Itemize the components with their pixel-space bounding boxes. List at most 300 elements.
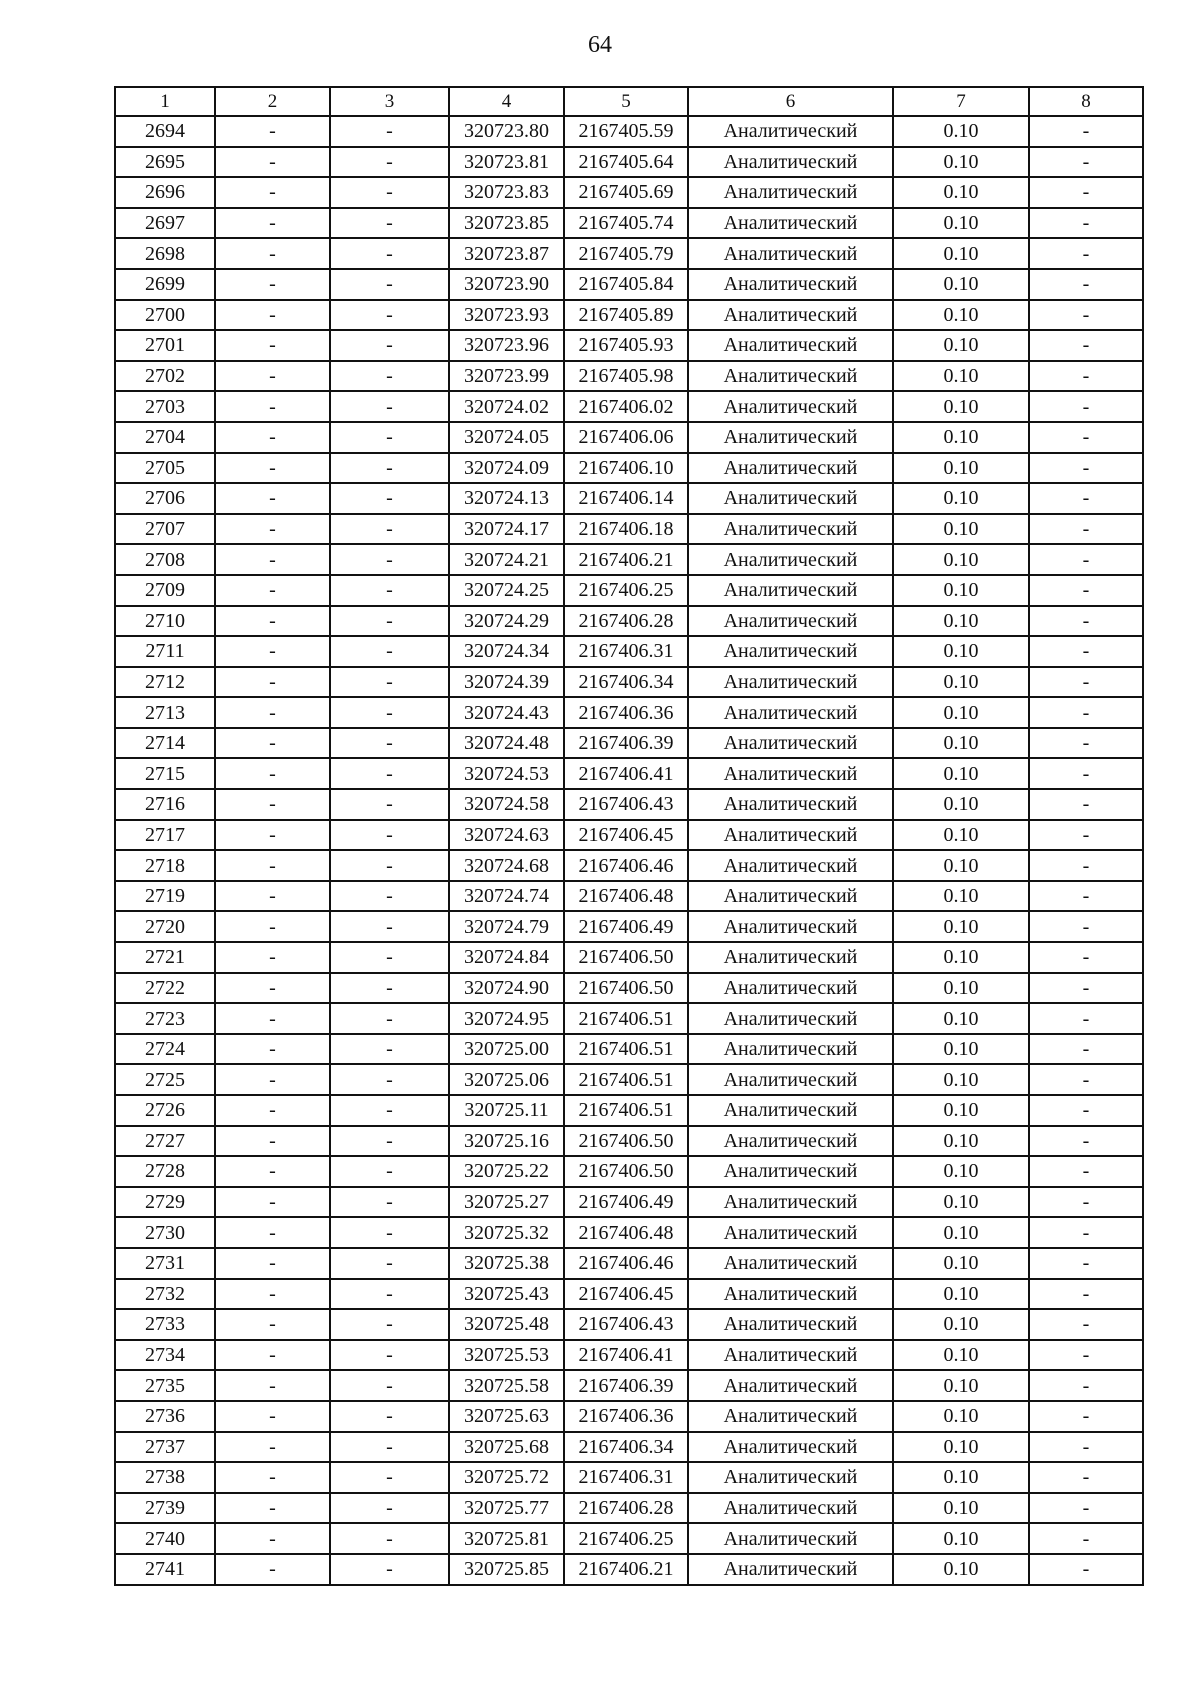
- table-cell-col-8: -: [1029, 636, 1143, 667]
- table-cell-col-1: 2707: [115, 514, 215, 545]
- table-row: [115, 300, 1143, 331]
- header-row: [115, 87, 1143, 116]
- table-cell-col-2: -: [215, 330, 330, 361]
- table-cell-col-5: 2167406.28: [564, 1493, 688, 1524]
- table-cell-col-4: 320725.72: [449, 1462, 564, 1493]
- table-cell-col-7: 0.10: [893, 483, 1029, 514]
- table-cell-col-1: 2732: [115, 1279, 215, 1310]
- table-cell-col-5: 2167406.49: [564, 911, 688, 942]
- table-cell-col-2: -: [215, 238, 330, 269]
- table-row: [115, 697, 1143, 728]
- table-row: [115, 1187, 1143, 1218]
- table-row: [115, 483, 1143, 514]
- table-row: [115, 881, 1143, 912]
- table-cell-col-6: Аналитический: [688, 1523, 893, 1554]
- table-cell-col-7: 0.10: [893, 942, 1029, 973]
- table-cell-col-1: 2705: [115, 453, 215, 484]
- table-cell-col-7: 0.10: [893, 1034, 1029, 1065]
- table-cell-col-7: 0.10: [893, 1217, 1029, 1248]
- table-cell-col-6: Аналитический: [688, 1462, 893, 1493]
- table-cell-col-1: 2706: [115, 483, 215, 514]
- table-cell-col-8: -: [1029, 697, 1143, 728]
- table-cell-col-8: -: [1029, 1126, 1143, 1157]
- table-cell-col-6: Аналитический: [688, 1187, 893, 1218]
- table-cell-col-8: -: [1029, 575, 1143, 606]
- table-cell-col-6: Аналитический: [688, 1126, 893, 1157]
- table-cell-col-6: Аналитический: [688, 1340, 893, 1371]
- column-header-6: 6: [688, 87, 893, 116]
- table-cell-col-2: -: [215, 1340, 330, 1371]
- table-cell-col-8: -: [1029, 453, 1143, 484]
- table-cell-col-4: 320723.90: [449, 269, 564, 300]
- table-cell-col-1: 2715: [115, 758, 215, 789]
- table-cell-col-4: 320724.58: [449, 789, 564, 820]
- table-cell-col-6: Аналитический: [688, 544, 893, 575]
- table-cell-col-8: -: [1029, 789, 1143, 820]
- table-row: [115, 820, 1143, 851]
- table-cell-col-6: Аналитический: [688, 850, 893, 881]
- table-cell-col-5: 2167405.93: [564, 330, 688, 361]
- table-cell-col-4: 320725.77: [449, 1493, 564, 1524]
- table-cell-col-8: -: [1029, 1187, 1143, 1218]
- table-cell-col-4: 320725.63: [449, 1401, 564, 1432]
- table-cell-col-1: 2738: [115, 1462, 215, 1493]
- table-cell-col-3: -: [330, 1340, 449, 1371]
- table-cell-col-6: Аналитический: [688, 1156, 893, 1187]
- table-cell-col-8: -: [1029, 758, 1143, 789]
- table-cell-col-1: 2733: [115, 1309, 215, 1340]
- table-cell-col-2: -: [215, 973, 330, 1004]
- table-cell-col-1: 2719: [115, 881, 215, 912]
- table-cell-col-8: -: [1029, 1370, 1143, 1401]
- table-cell-col-8: -: [1029, 667, 1143, 698]
- table-cell-col-2: -: [215, 1034, 330, 1065]
- table-cell-col-4: 320724.17: [449, 514, 564, 545]
- table-cell-col-3: -: [330, 1003, 449, 1034]
- table-cell-col-4: 320725.43: [449, 1279, 564, 1310]
- table-cell-col-3: -: [330, 300, 449, 331]
- table-row: [115, 1370, 1143, 1401]
- table-row: [115, 1462, 1143, 1493]
- table-row: [115, 1493, 1143, 1524]
- table-cell-col-7: 0.10: [893, 514, 1029, 545]
- table-cell-col-8: -: [1029, 1064, 1143, 1095]
- table-cell-col-5: 2167406.21: [564, 1554, 688, 1585]
- table-cell-col-4: 320725.27: [449, 1187, 564, 1218]
- table-row: [115, 361, 1143, 392]
- table-cell-col-8: -: [1029, 147, 1143, 178]
- table-cell-col-6: Аналитический: [688, 820, 893, 851]
- table-cell-col-1: 2727: [115, 1126, 215, 1157]
- table-row: [115, 728, 1143, 759]
- table-cell-col-7: 0.10: [893, 1248, 1029, 1279]
- table-cell-col-5: 2167406.02: [564, 391, 688, 422]
- table-cell-col-3: -: [330, 575, 449, 606]
- table-cell-col-8: -: [1029, 1034, 1143, 1065]
- table-row: [115, 1401, 1143, 1432]
- table-cell-col-5: 2167405.69: [564, 177, 688, 208]
- table-cell-col-6: Аналитический: [688, 147, 893, 178]
- table-cell-col-3: -: [330, 361, 449, 392]
- table-cell-col-2: -: [215, 544, 330, 575]
- table-cell-col-2: -: [215, 1156, 330, 1187]
- table-cell-col-5: 2167406.51: [564, 1034, 688, 1065]
- table-cell-col-7: 0.10: [893, 728, 1029, 759]
- table-cell-col-4: 320723.85: [449, 208, 564, 239]
- table-cell-col-4: 320724.21: [449, 544, 564, 575]
- table-cell-col-5: 2167406.46: [564, 850, 688, 881]
- table-cell-col-5: 2167406.36: [564, 697, 688, 728]
- table-cell-col-8: -: [1029, 1340, 1143, 1371]
- table-cell-col-1: 2712: [115, 667, 215, 698]
- table-cell-col-5: 2167405.74: [564, 208, 688, 239]
- table-cell-col-8: -: [1029, 483, 1143, 514]
- table-row: [115, 330, 1143, 361]
- table-cell-col-3: -: [330, 483, 449, 514]
- table-cell-col-8: -: [1029, 1432, 1143, 1463]
- table-cell-col-7: 0.10: [893, 1462, 1029, 1493]
- table-cell-col-5: 2167405.79: [564, 238, 688, 269]
- table-row: [115, 147, 1143, 178]
- table-row: [115, 544, 1143, 575]
- table-cell-col-5: 2167406.51: [564, 1095, 688, 1126]
- table-cell-col-7: 0.10: [893, 300, 1029, 331]
- table-row: [115, 1523, 1143, 1554]
- table-cell-col-3: -: [330, 789, 449, 820]
- table-cell-col-3: -: [330, 1187, 449, 1218]
- column-header-8: 8: [1029, 87, 1143, 116]
- table-cell-col-6: Аналитический: [688, 238, 893, 269]
- table-cell-col-8: -: [1029, 1095, 1143, 1126]
- column-header-1: 1: [115, 87, 215, 116]
- table-cell-col-3: -: [330, 850, 449, 881]
- table-cell-col-4: 320723.80: [449, 116, 564, 147]
- table-cell-col-7: 0.10: [893, 147, 1029, 178]
- table-cell-col-8: -: [1029, 942, 1143, 973]
- table-row: [115, 1309, 1143, 1340]
- table-row: [115, 606, 1143, 637]
- table-cell-col-2: -: [215, 1279, 330, 1310]
- table-cell-col-2: -: [215, 1217, 330, 1248]
- table-cell-col-2: -: [215, 697, 330, 728]
- table-cell-col-4: 320725.48: [449, 1309, 564, 1340]
- table-row: [115, 177, 1143, 208]
- table-cell-col-2: -: [215, 728, 330, 759]
- table-cell-col-7: 0.10: [893, 1064, 1029, 1095]
- table-cell-col-7: 0.10: [893, 911, 1029, 942]
- table-cell-col-1: 2703: [115, 391, 215, 422]
- table-cell-col-1: 2713: [115, 697, 215, 728]
- table-cell-col-7: 0.10: [893, 1003, 1029, 1034]
- table-row: [115, 1217, 1143, 1248]
- table-cell-col-1: 2698: [115, 238, 215, 269]
- table-cell-col-4: 320723.83: [449, 177, 564, 208]
- table-cell-col-6: Аналитический: [688, 789, 893, 820]
- table-cell-col-4: 320724.25: [449, 575, 564, 606]
- table-cell-col-4: 320724.53: [449, 758, 564, 789]
- table-cell-col-5: 2167406.41: [564, 1340, 688, 1371]
- table-row: [115, 1156, 1143, 1187]
- table-cell-col-7: 0.10: [893, 820, 1029, 851]
- table-cell-col-1: 2701: [115, 330, 215, 361]
- table-cell-col-2: -: [215, 514, 330, 545]
- table-cell-col-3: -: [330, 758, 449, 789]
- table-cell-col-7: 0.10: [893, 973, 1029, 1004]
- table-row: [115, 758, 1143, 789]
- table-cell-col-4: 320723.93: [449, 300, 564, 331]
- table-cell-col-5: 2167406.51: [564, 1064, 688, 1095]
- table-cell-col-6: Аналитический: [688, 728, 893, 759]
- table-row: [115, 208, 1143, 239]
- table-cell-col-5: 2167406.18: [564, 514, 688, 545]
- column-header-5: 5: [564, 87, 688, 116]
- table-cell-col-5: 2167406.43: [564, 789, 688, 820]
- table-cell-col-4: 320725.81: [449, 1523, 564, 1554]
- table-row: [115, 1279, 1143, 1310]
- table-cell-col-3: -: [330, 636, 449, 667]
- table-cell-col-8: -: [1029, 1217, 1143, 1248]
- table-cell-col-4: 320725.00: [449, 1034, 564, 1065]
- table-cell-col-7: 0.10: [893, 1523, 1029, 1554]
- table-cell-col-2: -: [215, 1095, 330, 1126]
- table-cell-col-4: 320724.13: [449, 483, 564, 514]
- table-row: [115, 973, 1143, 1004]
- table-row: [115, 636, 1143, 667]
- table-row: [115, 238, 1143, 269]
- table-cell-col-1: 2724: [115, 1034, 215, 1065]
- table-cell-col-1: 2694: [115, 116, 215, 147]
- table-cell-col-5: 2167406.14: [564, 483, 688, 514]
- table-cell-col-6: Аналитический: [688, 116, 893, 147]
- table-cell-col-7: 0.10: [893, 1493, 1029, 1524]
- table-cell-col-2: -: [215, 361, 330, 392]
- table-cell-col-2: -: [215, 1554, 330, 1585]
- table-cell-col-1: 2721: [115, 942, 215, 973]
- table-cell-col-8: -: [1029, 1248, 1143, 1279]
- table-cell-col-8: -: [1029, 1401, 1143, 1432]
- table-header: [115, 87, 1143, 116]
- table-cell-col-3: -: [330, 1279, 449, 1310]
- table-cell-col-1: 2714: [115, 728, 215, 759]
- table-cell-col-1: 2740: [115, 1523, 215, 1554]
- table-cell-col-3: -: [330, 1554, 449, 1585]
- table-cell-col-3: -: [330, 177, 449, 208]
- table-cell-col-2: -: [215, 1370, 330, 1401]
- table-cell-col-2: -: [215, 606, 330, 637]
- table-cell-col-6: Аналитический: [688, 1432, 893, 1463]
- table-row: [115, 850, 1143, 881]
- table-cell-col-5: 2167405.59: [564, 116, 688, 147]
- table-row: [115, 1034, 1143, 1065]
- table-cell-col-3: -: [330, 1462, 449, 1493]
- table-row: [115, 1340, 1143, 1371]
- table-cell-col-4: 320724.79: [449, 911, 564, 942]
- table-cell-col-6: Аналитический: [688, 269, 893, 300]
- table-cell-col-7: 0.10: [893, 1156, 1029, 1187]
- table-cell-col-1: 2696: [115, 177, 215, 208]
- table-cell-col-7: 0.10: [893, 1370, 1029, 1401]
- table-cell-col-6: Аналитический: [688, 1554, 893, 1585]
- table-cell-col-5: 2167405.98: [564, 361, 688, 392]
- table-cell-col-7: 0.10: [893, 1554, 1029, 1585]
- table-cell-col-8: -: [1029, 728, 1143, 759]
- table-cell-col-4: 320724.09: [449, 453, 564, 484]
- table-cell-col-1: 2731: [115, 1248, 215, 1279]
- table-cell-col-8: -: [1029, 300, 1143, 331]
- table-row: [115, 1432, 1143, 1463]
- table-cell-col-6: Аналитический: [688, 453, 893, 484]
- table-cell-col-1: 2722: [115, 973, 215, 1004]
- table-cell-col-7: 0.10: [893, 1401, 1029, 1432]
- table-cell-col-3: -: [330, 1432, 449, 1463]
- table-cell-col-1: 2709: [115, 575, 215, 606]
- table-cell-col-2: -: [215, 422, 330, 453]
- table-cell-col-1: 2708: [115, 544, 215, 575]
- table-cell-col-8: -: [1029, 606, 1143, 637]
- table-cell-col-2: -: [215, 1493, 330, 1524]
- table-cell-col-7: 0.10: [893, 1095, 1029, 1126]
- table-cell-col-4: 320724.43: [449, 697, 564, 728]
- table-cell-col-5: 2167406.34: [564, 667, 688, 698]
- table-cell-col-7: 0.10: [893, 850, 1029, 881]
- table-cell-col-6: Аналитический: [688, 1034, 893, 1065]
- table-cell-col-8: -: [1029, 911, 1143, 942]
- table-cell-col-2: -: [215, 667, 330, 698]
- table-cell-col-7: 0.10: [893, 1187, 1029, 1218]
- table-cell-col-3: -: [330, 942, 449, 973]
- table-cell-col-1: 2729: [115, 1187, 215, 1218]
- table-cell-col-6: Аналитический: [688, 697, 893, 728]
- table-cell-col-3: -: [330, 422, 449, 453]
- table-row: [115, 514, 1143, 545]
- table-cell-col-6: Аналитический: [688, 881, 893, 912]
- table-cell-col-2: -: [215, 1187, 330, 1218]
- table-row: [115, 575, 1143, 606]
- table-cell-col-4: 320723.87: [449, 238, 564, 269]
- table-cell-col-3: -: [330, 1064, 449, 1095]
- table-cell-col-6: Аналитический: [688, 1370, 893, 1401]
- table-cell-col-6: Аналитический: [688, 1401, 893, 1432]
- table-cell-col-7: 0.10: [893, 453, 1029, 484]
- table-cell-col-2: -: [215, 636, 330, 667]
- table-cell-col-4: 320725.16: [449, 1126, 564, 1157]
- table-cell-col-3: -: [330, 1034, 449, 1065]
- table-row: [115, 269, 1143, 300]
- table-cell-col-5: 2167406.41: [564, 758, 688, 789]
- table-cell-col-1: 2697: [115, 208, 215, 239]
- table-cell-col-4: 320724.02: [449, 391, 564, 422]
- table-cell-col-4: 320724.68: [449, 850, 564, 881]
- table-cell-col-5: 2167406.21: [564, 544, 688, 575]
- table-cell-col-2: -: [215, 116, 330, 147]
- table-cell-col-3: -: [330, 544, 449, 575]
- table-cell-col-3: -: [330, 238, 449, 269]
- table-cell-col-6: Аналитический: [688, 1493, 893, 1524]
- table-cell-col-5: 2167406.48: [564, 881, 688, 912]
- table-cell-col-7: 0.10: [893, 208, 1029, 239]
- table-row: [115, 911, 1143, 942]
- table-cell-col-7: 0.10: [893, 758, 1029, 789]
- table-cell-col-3: -: [330, 1095, 449, 1126]
- table-cell-col-7: 0.10: [893, 330, 1029, 361]
- table-cell-col-5: 2167406.43: [564, 1309, 688, 1340]
- table-row: [115, 116, 1143, 147]
- table-cell-col-2: -: [215, 483, 330, 514]
- table-row: [115, 422, 1143, 453]
- table-cell-col-4: 320725.32: [449, 1217, 564, 1248]
- table-cell-col-5: 2167406.45: [564, 820, 688, 851]
- table-cell-col-8: -: [1029, 177, 1143, 208]
- table-cell-col-3: -: [330, 728, 449, 759]
- table-cell-col-7: 0.10: [893, 422, 1029, 453]
- table-cell-col-6: Аналитический: [688, 1217, 893, 1248]
- table-cell-col-8: -: [1029, 1493, 1143, 1524]
- table-cell-col-8: -: [1029, 1156, 1143, 1187]
- table-cell-col-2: -: [215, 1126, 330, 1157]
- table-cell-col-7: 0.10: [893, 1432, 1029, 1463]
- table-cell-col-3: -: [330, 697, 449, 728]
- table-cell-col-4: 320723.99: [449, 361, 564, 392]
- table-cell-col-8: -: [1029, 330, 1143, 361]
- table-cell-col-5: 2167406.49: [564, 1187, 688, 1218]
- table-cell-col-6: Аналитический: [688, 1003, 893, 1034]
- table-cell-col-2: -: [215, 1064, 330, 1095]
- table-cell-col-5: 2167406.50: [564, 942, 688, 973]
- table-cell-col-5: 2167406.51: [564, 1003, 688, 1034]
- table-cell-col-7: 0.10: [893, 361, 1029, 392]
- table-cell-col-1: 2718: [115, 850, 215, 881]
- table-row: [115, 391, 1143, 422]
- table-cell-col-5: 2167406.25: [564, 575, 688, 606]
- table-cell-col-4: 320724.84: [449, 942, 564, 973]
- table-cell-col-3: -: [330, 667, 449, 698]
- table-cell-col-4: 320725.22: [449, 1156, 564, 1187]
- table-cell-col-4: 320725.58: [449, 1370, 564, 1401]
- table-cell-col-2: -: [215, 269, 330, 300]
- table-row: [115, 1248, 1143, 1279]
- table-cell-col-5: 2167406.25: [564, 1523, 688, 1554]
- table-cell-col-3: -: [330, 1217, 449, 1248]
- table-cell-col-2: -: [215, 820, 330, 851]
- table-cell-col-6: Аналитический: [688, 330, 893, 361]
- table-cell-col-6: Аналитический: [688, 208, 893, 239]
- table-cell-col-1: 2716: [115, 789, 215, 820]
- table-cell-col-5: 2167406.31: [564, 1462, 688, 1493]
- table-cell-col-1: 2717: [115, 820, 215, 851]
- table-cell-col-7: 0.10: [893, 606, 1029, 637]
- table-cell-col-3: -: [330, 1523, 449, 1554]
- column-header-2: 2: [215, 87, 330, 116]
- table-cell-col-6: Аналитический: [688, 973, 893, 1004]
- table-cell-col-6: Аналитический: [688, 1309, 893, 1340]
- table-cell-col-6: Аналитический: [688, 758, 893, 789]
- table-cell-col-6: Аналитический: [688, 1064, 893, 1095]
- table-cell-col-2: -: [215, 1462, 330, 1493]
- table-cell-col-4: 320724.29: [449, 606, 564, 637]
- table-cell-col-5: 2167406.39: [564, 1370, 688, 1401]
- table-cell-col-6: Аналитический: [688, 514, 893, 545]
- table-cell-col-4: 320725.85: [449, 1554, 564, 1585]
- table-cell-col-6: Аналитический: [688, 1248, 893, 1279]
- table-cell-col-3: -: [330, 973, 449, 1004]
- table-cell-col-7: 0.10: [893, 636, 1029, 667]
- table-cell-col-8: -: [1029, 514, 1143, 545]
- table-cell-col-7: 0.10: [893, 238, 1029, 269]
- table-cell-col-5: 2167405.64: [564, 147, 688, 178]
- table-cell-col-3: -: [330, 208, 449, 239]
- table-cell-col-8: -: [1029, 238, 1143, 269]
- table-cell-col-3: -: [330, 1493, 449, 1524]
